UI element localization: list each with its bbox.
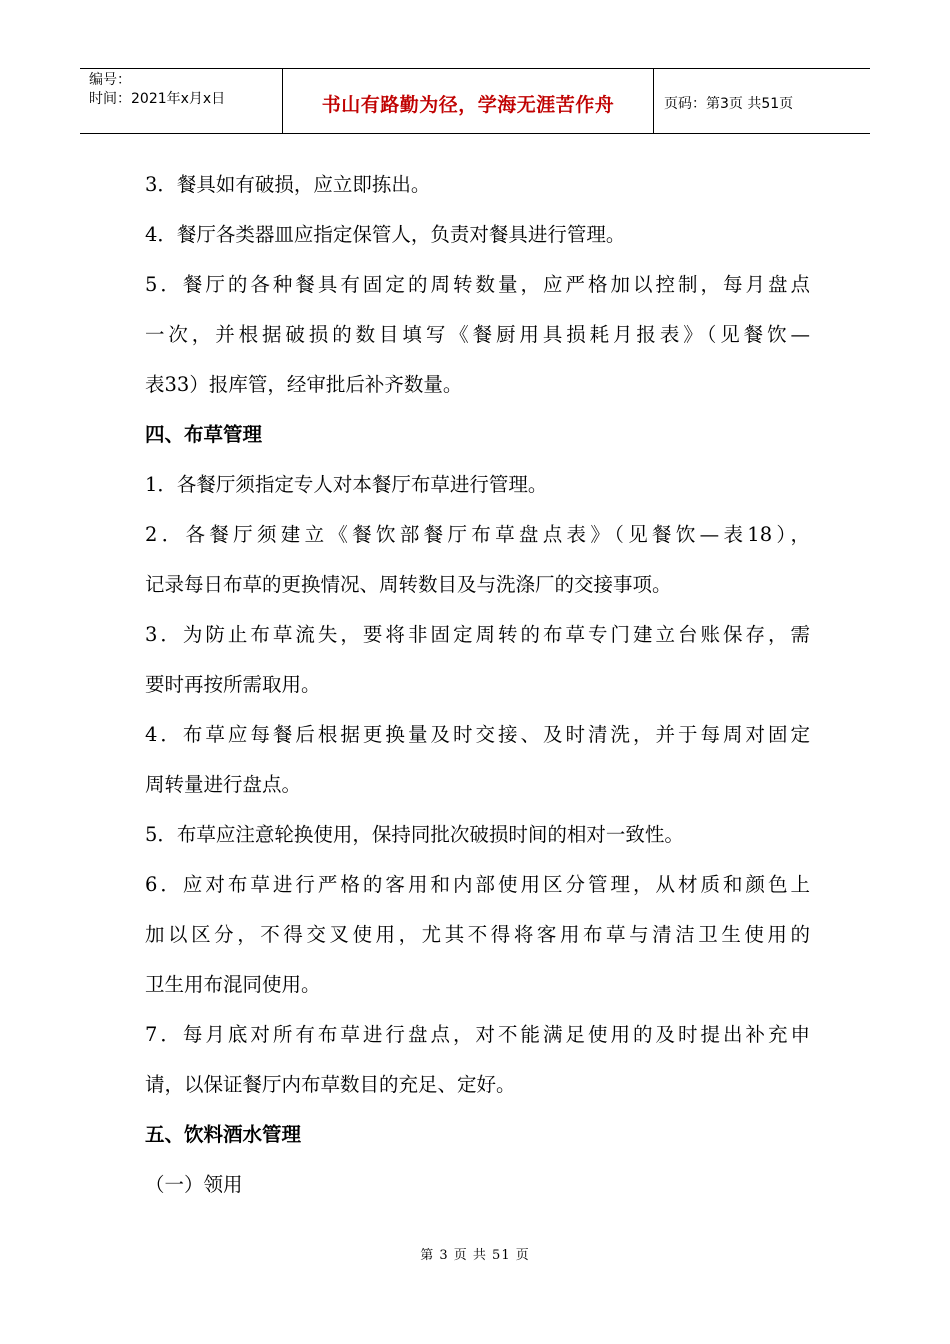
document-body (145, 160, 810, 1210)
text-line: 加以区分，不得交叉使用，尤其不得将客用布草与清洁卫生使用的 (145, 923, 810, 946)
text-line: 6．应对布草进行严格的客用和内部使用区分管理，从材质和颜色上 (145, 873, 810, 896)
text-line: 5．餐厅的各种餐具有固定的周转数量，应严格加以控制，每月盘点 (145, 273, 810, 296)
text-line: 4．餐厅各类器皿应指定保管人，负责对餐具进行管理。 (145, 223, 626, 246)
text-line: 7．每月底对所有布草进行盘点，对不能满足使用的及时提出补充申 (145, 1023, 810, 1046)
text-line: 表33）报库管，经审批后补齐数量。 (145, 373, 463, 396)
page-footer: 第 3 页 共 51 页 (420, 1248, 530, 1263)
serial-number-label: 编号： (89, 72, 131, 88)
text-line: 4．布草应每餐后根据更换量及时交接、及时清洗，并于每周对固定 (145, 723, 810, 746)
text-line: 周转量进行盘点。 (145, 773, 302, 796)
section-heading: 四、布草管理 (145, 423, 263, 446)
date-label: 时间：2021年x月x日 (89, 91, 226, 107)
subsection-heading: （一）领用 (145, 1173, 243, 1196)
document-header (80, 68, 870, 134)
text-line: 1．各餐厅须指定专人对本餐厅布草进行管理。 (145, 473, 548, 496)
section-heading: 五、饮料酒水管理 (145, 1123, 302, 1146)
text-line: 5．布草应注意轮换使用，保持同批次破损时间的相对一致性。 (145, 823, 684, 846)
header-meta (80, 69, 282, 133)
header-motto: 书山有路勤为径，学海无涯苦作舟 (282, 69, 654, 133)
header-page-code: 页码：第3页 共51页 (664, 96, 794, 112)
text-line: 2．各餐厅须建立《餐饮部餐厅布草盘点表》（见餐饮—表18）， (145, 523, 810, 546)
text-line: 卫生用布混同使用。 (145, 973, 321, 996)
text-line: 记录每日布草的更换情况、周转数目及与洗涤厂的交接事项。 (145, 573, 672, 596)
text-line: 一次，并根据破损的数目填写《餐厨用具损耗月报表》（见餐饮— (145, 323, 810, 346)
text-line: 要时再按所需取用。 (145, 673, 321, 696)
text-line: 3．为防止布草流失，要将非固定周转的布草专门建立台账保存，需 (145, 623, 810, 646)
text-line: 请，以保证餐厅内布草数目的充足、定好。 (145, 1073, 516, 1096)
text-line: 3．餐具如有破损，应立即拣出。 (145, 173, 431, 196)
